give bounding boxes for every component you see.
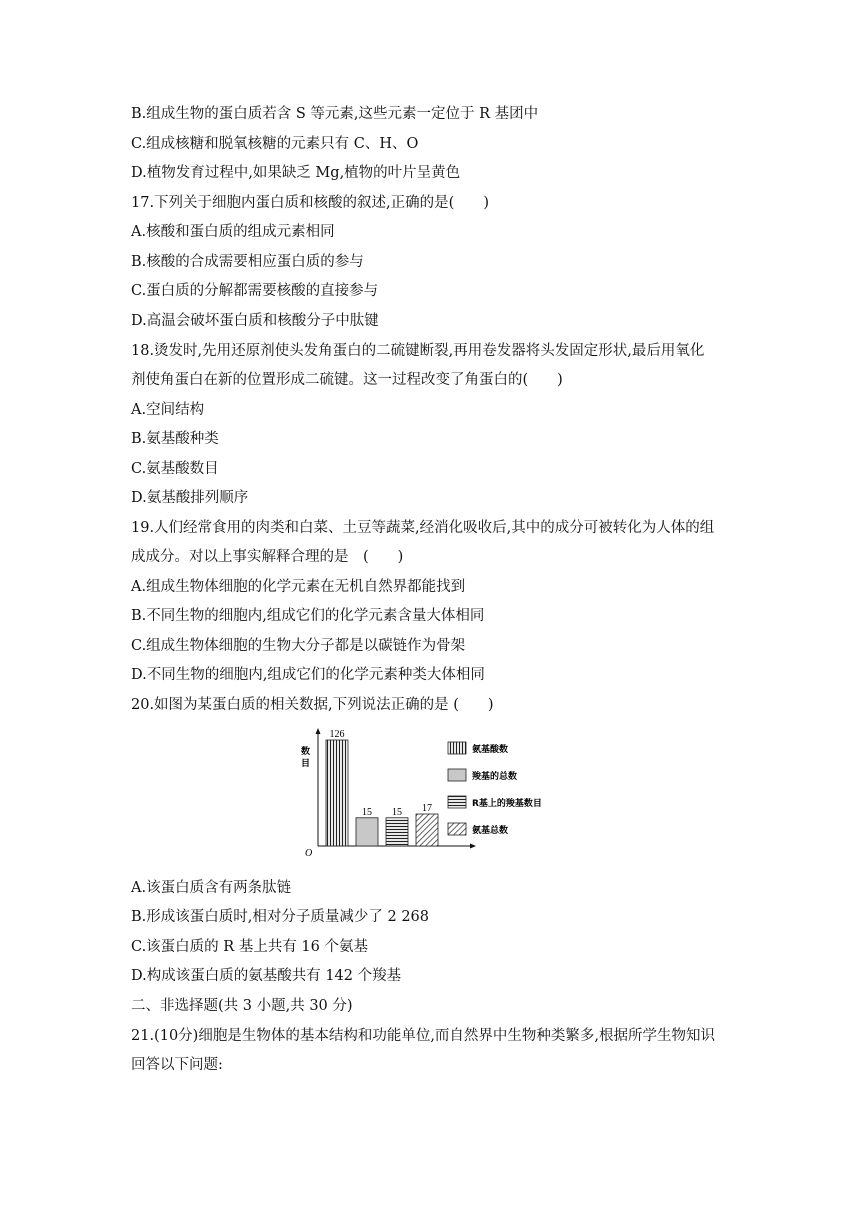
origin-label: O xyxy=(305,848,313,859)
question-20: 20.如图为某蛋白质的相关数据,下列说法正确的是 ( ) xyxy=(131,697,494,713)
x-axis-arrow xyxy=(470,844,476,849)
question-21-line1: 21.(10分)细胞是生物体的基本结构和功能单位,而自然界中生物种类繁多,根据所学生物知识 xyxy=(131,1028,716,1044)
legend-swatch-1 xyxy=(448,742,466,754)
option-18c: C.氨基酸数目 xyxy=(131,461,219,477)
legend-label-3: R基上的羧基数目 xyxy=(472,799,542,809)
option-19a: A.组成生物体细胞的化学元素在无机自然界都能找到 xyxy=(131,579,466,595)
option-19d: D.不同生物的细胞内,组成它们的化学元素种类大体相同 xyxy=(131,667,485,683)
y-axis-label-1: 数 xyxy=(301,747,311,757)
bar-3 xyxy=(386,818,408,846)
legend-swatch-2 xyxy=(448,769,466,781)
option-17b: B.核酸的合成需要相应蛋白质的参与 xyxy=(131,254,364,270)
question-19-line2: 成成分。对以上事实解释合理的是 ( ) xyxy=(131,549,404,565)
bar-value-label-2: 15 xyxy=(362,806,372,818)
option-16b: B.组成生物的蛋白质若含 S 等元素,这些元素一定位于 R 基团中 xyxy=(131,106,539,122)
option-18d: D.氨基酸排列顺序 xyxy=(131,490,249,506)
legend-label-1: 氨基酸数 xyxy=(472,745,509,755)
legend-label-4: 氨基总数 xyxy=(472,826,509,836)
option-16d: D.植物发育过程中,如果缺乏 Mg,植物的叶片呈黄色 xyxy=(131,165,461,181)
bar-chart xyxy=(296,726,576,860)
question-17: 17.下列关于细胞内蛋白质和核酸的叙述,正确的是( ) xyxy=(131,195,489,211)
y-axis-arrow xyxy=(316,728,321,734)
option-17d: D.高温会破坏蛋白质和核酸分子中肽键 xyxy=(131,313,379,329)
option-20c: C.该蛋白质的 R 基上共有 16 个氨基 xyxy=(131,939,368,955)
option-17a: A.核酸和蛋白质的组成元素相同 xyxy=(131,224,335,240)
legend-swatch-4 xyxy=(448,823,466,835)
question-18-line2: 剂使角蛋白在新的位置形成二硫键。这一过程改变了角蛋白的( ) xyxy=(131,372,563,388)
bar-value-label-4: 17 xyxy=(422,803,432,814)
legend-label-2: 羧基的总数 xyxy=(472,772,518,782)
bar-value-label-1: 126 xyxy=(329,729,345,740)
option-17c: C.蛋白质的分解都需要核酸的直接参与 xyxy=(131,283,379,299)
option-20a: A.该蛋白质含有两条肽链 xyxy=(131,880,292,896)
option-18b: B.氨基酸种类 xyxy=(131,431,219,447)
bar-1 xyxy=(326,740,348,846)
bar-4 xyxy=(416,814,438,846)
bar-2 xyxy=(356,818,378,846)
y-axis-label-2: 目 xyxy=(301,759,311,769)
option-20d: D.构成该蛋白质的氨基酸共有 142 个羧基 xyxy=(131,968,402,984)
question-21-line2: 回答以下问题: xyxy=(131,1057,223,1073)
option-16c: C.组成核糖和脱氧核糖的元素只有 C、H、O xyxy=(131,136,419,152)
question-18-line1: 18.烫发时,先用还原剂使头发角蛋白的二硫键断裂,再用卷发器将头发固定形状,最后用氧化 xyxy=(131,343,705,359)
legend-swatch-3 xyxy=(448,796,466,808)
option-18a: A.空间结构 xyxy=(131,402,205,418)
option-19c: C.组成生物体细胞的生物大分子都是以碳链作为骨架 xyxy=(131,638,466,654)
bar-value-label-3: 15 xyxy=(392,806,402,818)
option-19b: B.不同生物的细胞内,组成它们的化学元素含量大体相同 xyxy=(131,608,485,624)
section-heading: 二、非选择题(共 3 小题,共 30 分) xyxy=(131,998,353,1014)
question-19-line1: 19.人们经常食用的肉类和白菜、土豆等蔬菜,经消化吸收后,其中的成分可被转化为人体的组 xyxy=(131,520,715,536)
option-20b: B.形成该蛋白质时,相对分子质量减少了 2 268 xyxy=(131,909,429,925)
